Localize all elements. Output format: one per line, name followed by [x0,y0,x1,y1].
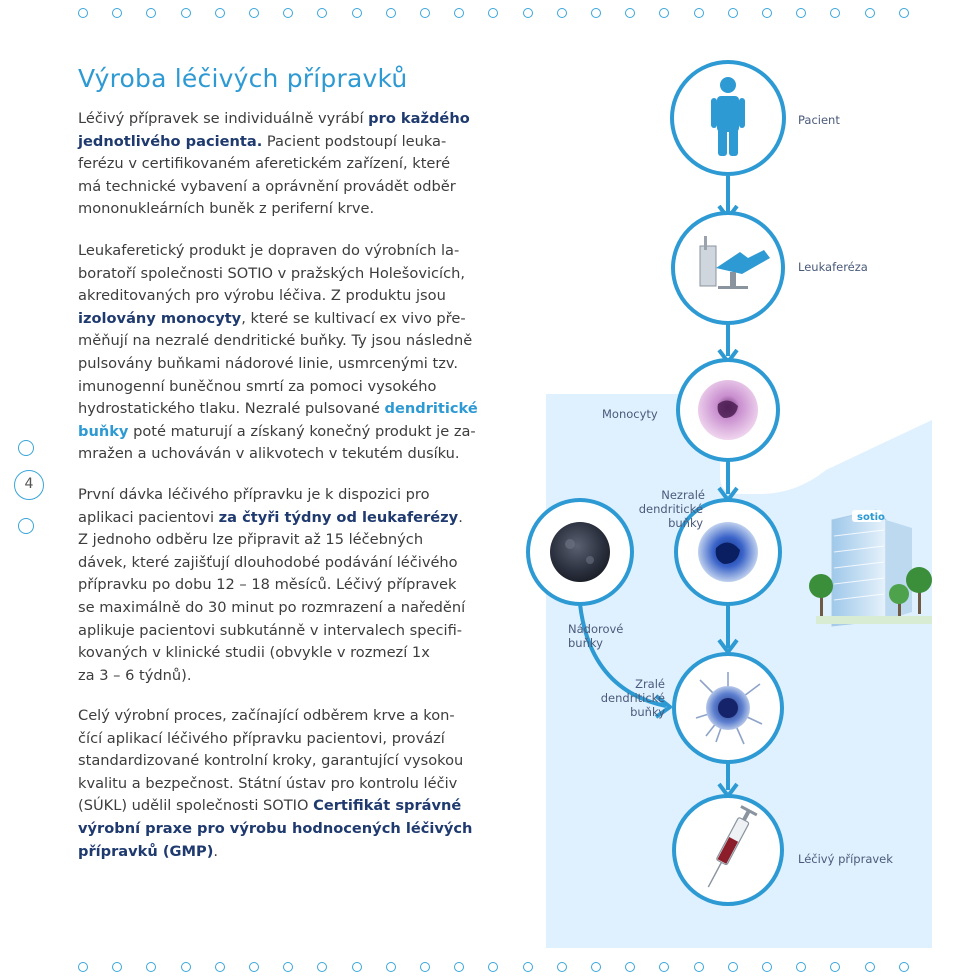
text-run: mražen a uchováván v alikvotech v tekutém dusíku. [78,445,460,463]
text-run: Pacient podstoupí leuka- [262,132,447,150]
text-run: aplikuje pacientovi subkutánně v intervalech specifi- [78,621,463,639]
label-immature-dc-3: buňky [668,516,703,530]
bold-text-run: přípravků (GMP) [78,842,214,860]
drug-product-circle [674,796,782,904]
tumor-cell-icon [550,522,610,582]
text-run: má technické vybavení a oprávnění provádět odběr [78,177,456,195]
bold-text-run: Certifikát správné [313,797,462,815]
label-immature-dc-1: Nezralé [661,488,705,502]
text-run: poté maturují a získaný konečný produkt je za- [128,422,476,440]
text-run: (SÚKL) udělil společnosti SOTIO [78,797,314,815]
text-run: Celý výrobní proces, začínající odběrem krve a kon- [78,707,455,724]
label-patient: Pacient [798,113,840,127]
bold-text-run: dendritické [384,400,478,418]
text-run: , které se kultivací ex vivo pře- [241,309,466,327]
text-run: Léčivý přípravek se individuálně vyrábí [78,110,369,127]
page-number: 4 [14,470,44,500]
patient-circle [672,62,784,174]
label-mature-dc-1: Zralé [635,677,665,691]
text-run: . [458,508,463,526]
text-run: přípravku po dobu 12 – 18 měsíců. Léčivý přípravek [78,576,457,594]
text-run: měňují na nezralé dendritické buňky. Ty jsou následně [78,332,473,350]
bold-text-run: pro každého [368,110,470,127]
text-run: pulsovány buňkami nádorové linie, usmrcenými tzv. [78,354,458,372]
bold-text-run: za čtyři týdny od leukaferézy [218,508,459,526]
sotio-logo: sotio [857,512,885,523]
text-run: kovaných v klinické studii (obvykle v rozmezí 1x [78,644,430,662]
text-run: aplikaci pacientovi [78,508,219,526]
text-run: . [213,842,219,860]
label-leukapheresis: Leukaferéza [798,260,868,274]
label-mature-dc-3: buňky [630,705,665,719]
text-run: kvalitu a bezpečnost. Státní ústav pro kontrolu léčiv [78,774,458,792]
monocytes-circle [678,360,778,460]
text-run: ferézu v certifikovaném aferetickém zařízení, které [78,155,451,173]
label-tumor-cells-1: Nádorové [568,622,624,636]
label-tumor-cells-2: buňky [568,636,603,650]
text-run: čící aplikací léčivého přípravku pacientovi, provází [78,729,445,747]
text-run: za 3 – 6 týdnů). [78,666,192,684]
bold-text-run: výrobní praxe pro výrobu hodnocených léčivých [78,819,473,837]
text-run: akreditovaných pro výrobu léčiva. Z produktu jsou [78,287,446,305]
bold-text-run: buňky [78,422,129,440]
mature-dendritic-cells-circle [674,654,782,762]
page-title: Výroba léčivých přípravků [78,64,408,93]
text-run: hydrostatického tlaku. Nezralé pulsované [78,400,385,418]
label-mature-dc-2: dendritické [600,691,665,705]
text-run: Z jednoho odběru lze připravit až 15 léčebných [78,531,424,549]
leukapheresis-circle [673,213,783,323]
text-run: standardizované kontrolní kroky, garantující vysokou [78,752,464,770]
label-monocytes: Monocyty [602,407,658,421]
text-run: První dávka léčivého přípravku je k dispozici pro [78,486,430,503]
text-run: imunogenní buněčnou smrtí za pomoci vysokého [78,377,437,395]
bold-text-run: izolovány monocyty [78,309,242,327]
tumor-cells-circle [528,500,632,604]
text-run: boratoří společnosti SOTIO v pražských Holešovicích, [78,264,465,282]
label-drug-product: Léčivý přípravek [798,852,893,866]
text-run: se maximálně do 30 minut po rozmrazení a naředění [78,598,466,616]
bold-text-run: jednotlivého pacienta. [78,132,263,150]
label-immature-dc-2: dendritické [638,502,703,516]
text-run: mononukleárních buněk z periferní krve. [78,200,375,218]
text-run: Leukaferetický produkt je dopraven do výrobních la- [78,242,460,259]
text-run: dávek, které zajišťují dlouhodobé podávání léčivého [78,553,458,571]
